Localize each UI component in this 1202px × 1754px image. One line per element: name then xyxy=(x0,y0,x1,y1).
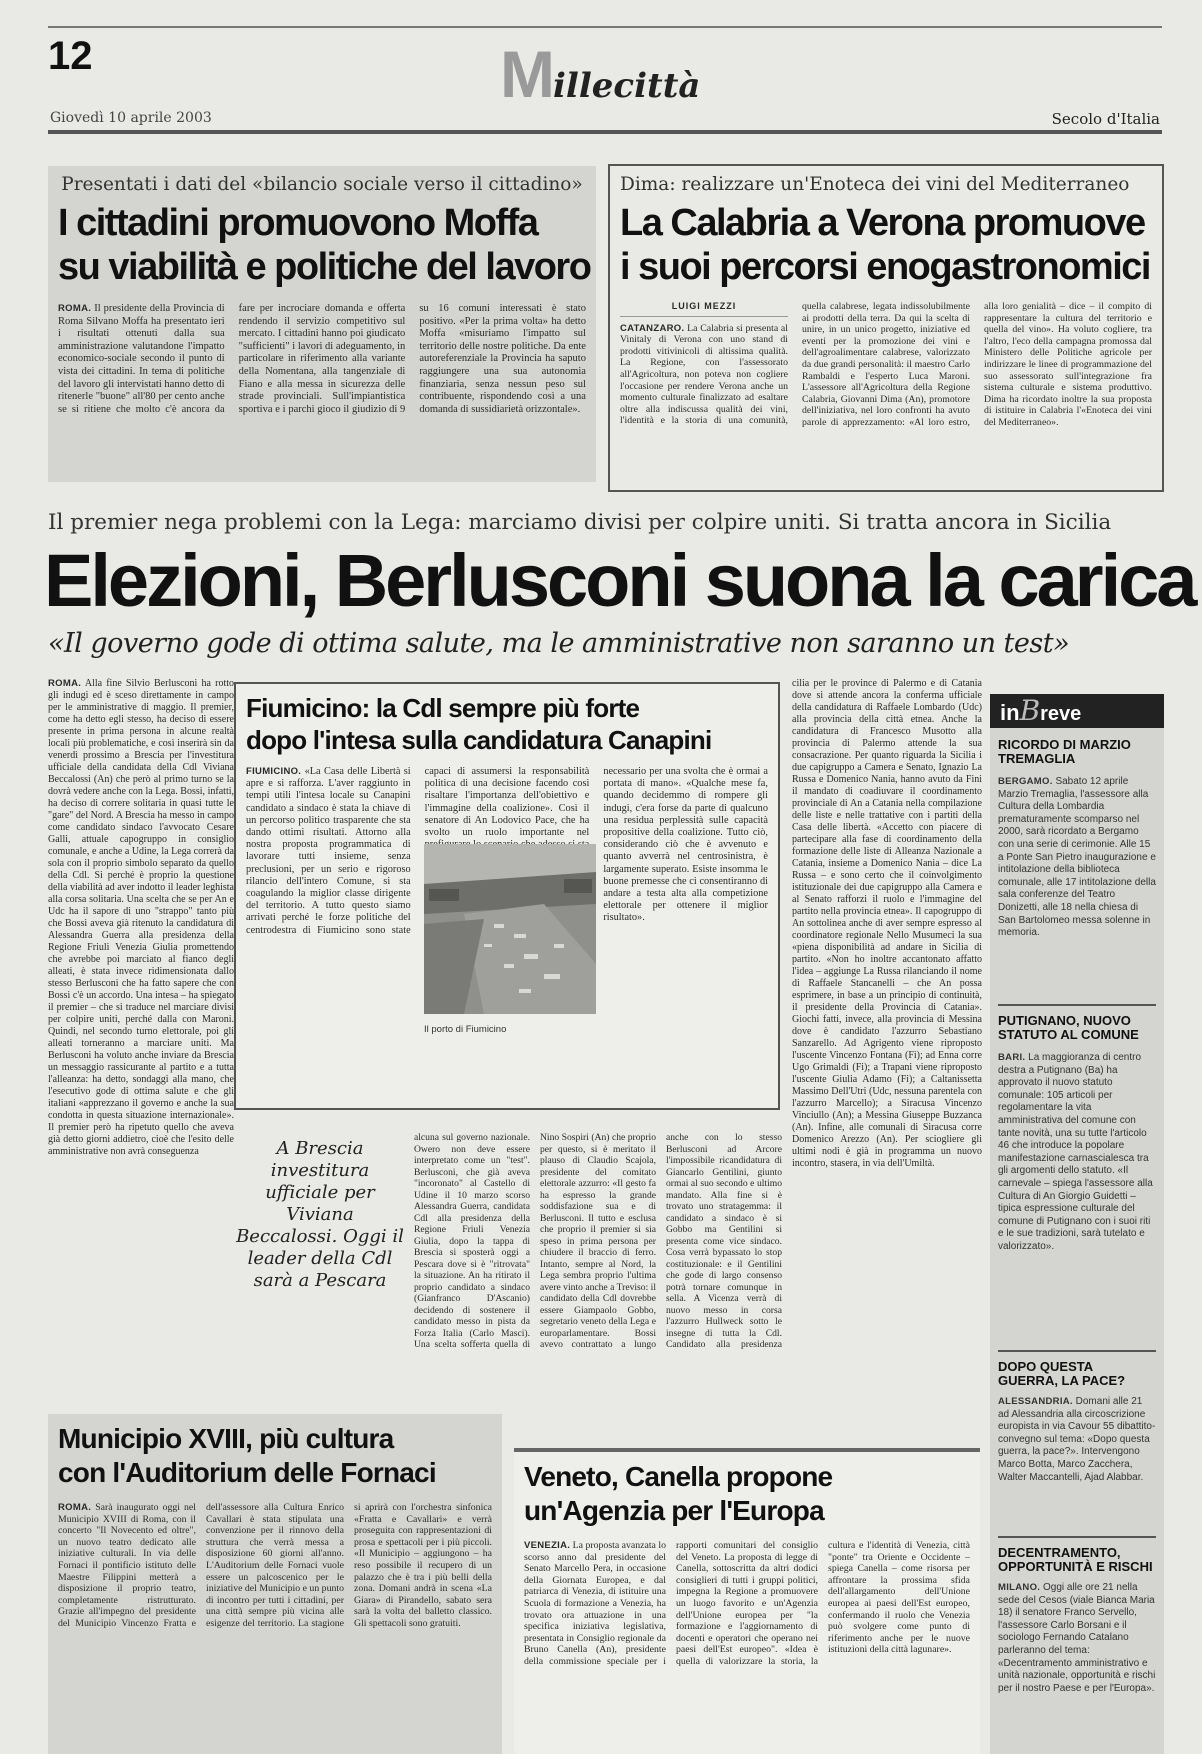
story-calabria-byline: LUIGI MEZZI xyxy=(620,301,788,317)
breve-item-title: PUTIGNANO, NUOVO STATUTO AL COMUNE xyxy=(998,1013,1139,1042)
story-moffa xyxy=(48,166,596,482)
box-fiumicino-headline-1: Fiumicino: la Cdl sempre più forte xyxy=(246,693,640,723)
story-moffa-headline-2: su viabilità e politiche del lavoro xyxy=(58,246,591,288)
in-breve-logo-b: B xyxy=(1019,694,1041,727)
top-rule xyxy=(48,26,1162,28)
breve-item-body: Sabato 12 aprile Marzio Tremaglia, l'assessore alla Cultura della Lombardia prematuramente scomparso nel 2000, sarà ricordato a Bergamo con una serie di cerimonie. Alle 15 a Ponte San Pietro inaugurazione e intitolazione della biblioteca comunale, alle 17 intitolazione della sala conferenze del Teatro Donizetti, alle 18 nella chiesa di San Bartolomeo messa solenne in memoria. xyxy=(998,776,1156,939)
main-story-subheadline: «Il governo gode di ottima salute, ma le amministrative non saranno un test» xyxy=(48,628,1070,659)
box-fiumicino xyxy=(234,682,780,1110)
main-story-col1 xyxy=(48,678,234,1346)
main-story-col4-text: cilia per le province di Palermo e di Catania dove si attende ancora la conferma ufficiale della candidatura di Raffaele Lombardo (Udc) alla provincia della città etnea. Anche la candidatura di Francesco Musotto alla provincia di Palermo attende la sua consacrazione. Per quanto riguarda la Sicilia i due capigruppo a Camera e Senato, Ignazio La Russa e Domenico Nania, hanno avuto da Fini il mandato di coadiuvare il coordinamento provinciale di An a Catania nella compilazione delle liste e nelle trattative con i partiti della Casa delle libertà. «Accetto con piacere di partecipare alla fase di coordinamento della formazione delle liste di Alleanza Nazionale a Catania, insieme a Domenico Nania – dice La Russa – e sono certo che il coinvolgimento istituzionale dei due capigruppo alla Camera e al Senato rafforzi il ruolo e l'immagine del partito nella provincia etnea». Il capogruppo di An sottolinea anche di aver sempre espresso al coordinatore regionale Nello Musumeci la sua «piena disponibilità ad andare in Sicilia di partito. «Non ho inoltre accantonato affatto l'idea – aggiunge La Russa rilanciando il nome di Raffaele Stancanelli – che An possa esprimere, in base a un principio di continuità, il presidente della Provincia di Catania». Giochi fatti, invece, alla provincia di Messina dove è candidato l'azzurro Sebastiano Sanzarello. Ad Agrigento viene riproposto l'uscente Vincenzo Fontana (Fi); ad Enna corre Ugo Grimaldi (Fi); a Trapani viene riproposto l'uscente Giulia Adamo (Fi); a Caltanissetta Massimo Dell'Utri (Udc, nessuna parentela con l'azzurro Marcello); a Siracusa Vincenzo Vinciullo (An); a Messina Giuseppe Buzzanca (An). Infine, alle comunali di Siracusa corre Domenico Arezzo (An). Per sciogliere gli ultimi nodi è già in programma un nuovo incontro, stasera, in via dell'Umiltà. xyxy=(792,678,982,1169)
breve-item-dateline: BARI. xyxy=(998,1052,1026,1063)
story-calabria-headline-1: La Calabria a Verona promuove xyxy=(620,202,1145,244)
story-veneto-headline-1: Veneto, Canella propone xyxy=(524,1461,833,1492)
story-calabria-headline-2: i suoi percorsi enogastronomici xyxy=(620,246,1150,288)
story-municipio-body xyxy=(58,1502,492,1738)
story-calabria-dateline: CATANZARO. xyxy=(620,322,685,334)
breve-item-title: DECENTRAMENTO, OPPORTUNITÀ E RISCHI xyxy=(998,1545,1153,1574)
main-story-lower xyxy=(414,1132,782,1352)
story-veneto-dateline: VENEZIA. xyxy=(524,1540,571,1551)
story-veneto xyxy=(514,1448,980,1754)
in-breve-logo-reve: reve xyxy=(1040,703,1082,725)
story-municipio-headline-1: Municipio XVIII, più cultura xyxy=(58,1423,394,1454)
breve-item-dateline: ALESSANDRIA. xyxy=(998,1396,1073,1407)
main-story-lower-text: alcuna sul governo nazionale. Owero non deve essere interpretato come un "test". Berlusconi, che già aveva "incoronato" al Castello di Udine il 10 marzo scorso Alessandra Guerra, candidata Cdl alla presidenza della Regione Friuli Venezia Giulia, dopo la tappa di Brescia si sposterà oggi a Pescara dove si è "ritrovata" la situazione. An ha ritirato il proprio candidato a sindaco (Gianfranco D'Ascanio) decidendo di sostenere il candidato messo in pista da Forza Italia (Carlo Masci). Una scelta sofferta quella di Nino Sospiri (An) che proprio per questo, si è meritato il plauso di Claudio Scajola, presidente del comitato elettorale azzurro: «Il gesto fa ha espresso la grande soddisfazione sua e di Berlusconi. Il tutto e esclusa che proprio il premier si sia speso in prima persona per chiudere il braccio di ferro. Intanto, sempre al Nord, la Lega sembra proprio l'ultima avere vinto anche a Treviso: il candidato della Cdl dovrebbe essere Giampaolo Gobbo, segretario veneto della Lega e europarlamentare. Bossi avevo contrattato a lungo anche con lo stesso Berlusconi ad Arcore l'impossibile ricandidatura di Giancarlo Gentilini, giunto ormai al suo secondo e ultimo mandato. Alla fine si è trovato uno stratagemma: il candidato a sindaco è si Gobbo ma Gentilini si presenta come vice sindaco. Cosa verrà bypassato lo stop costituzionale: e il Gentilini che gode di largo consenso potrà tornare comunque in sella. A Vicenza verrà di nuovo messo in corsa l'azzurro Hullweck sotto le insegne di tutta la Cdl. Candidato alla presidenza xyxy=(414,1132,782,1350)
newspaper-name: Secolo d'Italia xyxy=(1051,110,1160,128)
story-moffa-body xyxy=(58,303,586,471)
page-number: 12 xyxy=(48,34,93,78)
breve-item-text xyxy=(998,1052,1156,1344)
story-municipio xyxy=(48,1414,502,1754)
in-breve-logo-in: in xyxy=(1000,700,1020,725)
breve-item-dateline: MILANO. xyxy=(998,1582,1041,1593)
story-moffa-kicker: Presentati i dati del «bilancio sociale verso il cittadino» xyxy=(61,174,583,195)
box-fiumicino-dateline: FIUMICINO. xyxy=(246,766,302,777)
pullquote: A Brescia investitura ufficiale per Viviana Beccalossi. Oggi il leader della Cdl sarà a Pescara xyxy=(236,1138,404,1291)
main-story-col4 xyxy=(792,678,982,1338)
box-fiumicino-text: «La Casa delle Libertà si apre e si rafforza. L'aver raggiunto in tempi utili l'intesa locale su Canapini candidato a sindaco è stata la chiave di un percorso politico trasparente che sta dando ottimi risultati. Attorno alla nostra proposta programmatica di lavorare tutti insieme, senza preclusioni, per un serio e rigoroso rilancio dell'intero Comune, si sta coagulando la miglior classe dirigente del territorio. A tutto questo siamo arrivati perché le forze politiche del centrodestra di Fiumicino sono state capaci di assumersi la responsabilità politica di una decisione facendo così risaltare l'importanza dell'obiettivo e l'immagine della coalizione». Così il senatore di An Lodovico Pace, che ha svolto un ruolo importante nel necessario per una svolta che è ormai a portata di mano». «Qualche mese fa, quando decidemmo di rompere gli indugi, c'era forse da parte di qualcuno una residua perplessità sulle capacità propositive della coalizione. Tutto ciò, considerando ciò che è avvenuto e quanto avverrà nel centrosinistra, è largamente superato. Esiste insomma le buone premesse che ci consentiranno di andare a testa alta alla competizione elettorale per ottenere il miglior risultato». xyxy=(246,766,768,936)
fiumicino-photo xyxy=(424,844,596,1034)
breve-divider xyxy=(998,1004,1156,1006)
breve-item-body: Oggi alle ore 21 nella sede del Cesos (viale Bianca Maria 18) il senatore Franco Servello, l'assessore Carlo Borsani e il sociologo Fernando Catalano parleranno del tema: «Decentramento amministrativo e unità nazionale, opportunità e rischi per il nostro Paese e per l'Europa». xyxy=(998,1582,1156,1694)
main-story-headline: Elezioni, Berlusconi suona la carica xyxy=(44,539,1195,622)
story-veneto-text: La proposta avanzata lo scorso anno dal presidente del Senato Marcello Pera, in occasione della Giornata Europea, e dal patriarca di Venezia, di istituire una Scuola di formazione a Venezia, ha trovato ora attuazione in una specifica iniziativa legislativa, presentata in Consiglio regionale da Bruno Canella (An), presidente della commissione speciale per i rapporti comunitari del consiglio del Veneto. La proposta di legge di Canella, sottoscritta da altri dodici consiglieri di tutti i gruppi politici, impegna la Regione a promuovere un luogo favorito e un'Agenzia dell'Unione europea per "la formazione e l'aggiornamento di docenti e operatori che operano nei paesi dell'Est europeo". «Idea è quella di valorizzare la storia, la cultura e l'identità di Venezia, città "ponte" tra Oriente e Occidente – spiega Canella – come risorsa per affrontare la prossima sfida dell'allargamento dell'Unione europea ai paesi dell'Est europeo, confermando il ruolo che Venezia può svolgere come punto di riferimento anche per le nuove istituzioni della città lagunare». xyxy=(524,1540,970,1667)
masthead xyxy=(0,0,1202,140)
story-moffa-text: Il presidente della Provincia di Roma Silvano Moffa ha presentato ieri i risultati ottenuti dalla sua amministrazione valutandone l'impatto economico-sociale secondo il punto di vista dei cittadini. In tema di politiche del lavoro gli intervistati hanno detto di ritenerle "buone" all'80 per cento anche se si ritiene che molto c'è ancora da fare per incrociare domanda e offerta rendendo il servizio competitivo sul mercato. I cittadini hanno poi giudicato "sufficienti" i lavori di adeguamento, in particolare in riferimento alla variante della Nomentana, alla tangenziale di Fiano e alla messa in sicurezza delle strade provinciali. Sull'impiantistica sportiva e i parchi gioco il giudizio di 9 su 16 comuni interessati è stato positivo. «Per la prima volta» ha detto Moffa «misuriamo l'impatto sul territorio delle nostre politiche. Da ente autoreferenziale la Provincia ha saputo raggiungere una sua autonomia finanziaria, senza nessun peso sul contribuente, rispondendo così a una domanda di sussidiarietà orizzontale». xyxy=(58,303,586,415)
in-breve-logo xyxy=(990,694,1164,728)
breve-item-text xyxy=(998,1582,1156,1732)
fiumicino-photo-caption: Il porto di Fiumicino xyxy=(424,1024,507,1035)
breve-divider xyxy=(998,1350,1156,1352)
issue-date: Giovedì 10 aprile 2003 xyxy=(50,110,212,126)
breve-item xyxy=(998,1546,1156,1732)
section-logo xyxy=(500,36,701,111)
harbor-photo-icon xyxy=(424,844,596,1014)
story-calabria-text: La Calabria si presenta al Vinitaly di Verona con uno stand di prodotti vitivinicoli di altissima qualità. La Regione, con l'assessorato all'Agricoltura, non poteva non cogliere l'occasione per rendere Verona anche un momento culturale finalizzato ad esaltare oltre alla indiscussa qualità dei vini, l'identità e la storia di una comunità, quella calabrese, legata indissolubilmente ai prodotti della terra. Da qui la scelta di unire, in un unico progetto, iniziative ed eventi per la promozione dei vini e dell'agroalimentare calabrese, valorizzato da due grandi personalità: il maestro Carlo Rambaldi e l'esperto Luca Maroni. L'assessore all'Agricoltura della Regione Calabria, Giovanni Dima (An), promotore dell'iniziativa, nel loro confronti ha avuto parole di apprezzamento: «Al loro estro, alla loro genialità – dice – il compito di rappresentare la cultura del territorio e quella del vino». Ha voluto cogliere, tra l'altro, l'eco della campagna promossa dal Ministero delle Politiche agricole per indirizzare le linee di programmazione del suo assessorato sull'integrazione fra sistema culturale e sistema produttivo. Dima ha ricordato inoltre la sua proposta di istituire in Calabria l'«Enoteca dei vini del Mediterraneo». xyxy=(620,301,1152,428)
breve-item xyxy=(998,1014,1156,1344)
section-logo-rest: illecittà xyxy=(552,66,701,106)
story-veneto-body xyxy=(524,1540,970,1748)
section-logo-initial: M xyxy=(500,37,553,111)
breve-item-body: Domani alle 21 ad Alessandria alla circoscrizione europista in via Cavour 55 dibattito-convegno sul tema: «Dopo questa guerra, la pace?». Intervengono Marco Botta, Marco Zacchera, Walter Maccantelli, Ajad Alabbar. xyxy=(998,1396,1156,1483)
breve-item-title: DOPO QUESTA GUERRA, LA PACE? xyxy=(998,1359,1126,1388)
story-municipio-text: Sarà inaugurato oggi nel Municipio XVIII di Roma, con il concerto "Il Novecento ed oltre", un nuovo teatro dedicato alle iniziative culturali. In via delle Fornaci il pontificio istituto delle Maestre Filippini metterà a disposizione il proprio teatro, completamente ristrutturato. Grazie all'impegno del presidente del Municipio Vincenzo Fratta e dell'assessore alla Cultura Enrico Cavallari è stata stipulata una convenzione per il rinnovo della struttura che verrà messa a disposizione 60 giorni all'anno. L'Auditorium delle Fornaci vuole essere un palcoscenico per le iniziative del Municipio e un punto di incontro per tutti i cittadini, per una città sempre più vicina alle esigenze del territorio. La stagione si aprirà con l'orchestra sinfonica «Fratta e Cavallari» e verrà proseguita con rappresentazioni di prosa e spettacoli per i più piccoli. «Il Municipio – aggiungono – ha reso possibile il recupero di un palazzo che è tra i più belli della zona. Domani andrà in scena «La Giara» di Pirandello, sabato sera sarà la volta del balletto classico. Gli spettacoli sono gratuiti. xyxy=(58,1502,492,1629)
story-calabria-body xyxy=(620,301,1152,469)
box-fiumicino-headline-2: dopo l'intesa sulla candidatura Canapini xyxy=(246,725,712,755)
breve-item-body: La maggioranza di centro destra a Putignano (Ba) ha approvato il nuovo statuto comunale: 105 articoli per regolamentare la vita amministrativa del comune con tante novità, una su tutte l'articolo 46 che introduce la popolare manifestazione carnascialesca tra gli argomenti dello statuto. «Il carnevale – spiega l'assessore alla Cultura di An Giorgio Guidetti – tipica espressione culturale del comune di Putignano con i suoi riti e le sue tradizioni, sarà tutelato e valorizzato». xyxy=(998,1052,1153,1252)
breve-item-title: RICORDO DI MARZIO TREMAGLIA xyxy=(998,737,1131,766)
in-breve-sidebar xyxy=(990,694,1164,1754)
story-calabria-kicker: Dima: realizzare un'Enoteca dei vini del Mediterraneo xyxy=(620,174,1130,195)
story-calabria xyxy=(608,164,1164,492)
story-moffa-headline-1: I cittadini promuovono Moffa xyxy=(58,202,538,244)
main-story-kicker: Il premier nega problemi con la Lega: marciamo divisi per colpire uniti. Si tratta ancora in Sicilia xyxy=(48,510,1112,535)
breve-item xyxy=(998,738,1156,998)
breve-item-text xyxy=(998,1396,1156,1530)
masthead-rule xyxy=(48,130,1162,134)
story-municipio-headline-2: con l'Auditorium delle Fornaci xyxy=(58,1457,436,1488)
story-veneto-headline-2: un'Agenzia per l'Europa xyxy=(524,1495,824,1526)
breve-item-text xyxy=(998,776,1156,998)
main-story-col1-text: Alla fine Silvio Berlusconi ha rotto gli indugi ed è sceso direttamente in campo per le amministrative di maggio. Il premier, come ha detto egli stesso, ha deciso di essere presente in prima persona in alcune realtà locali più problematiche, e così inserirà sin da venerdì prossimo a Brescia per l'investitura ufficiale della candidata della Cdl Viviana Beccalossi (An) che però al primo turno se la dovrà vedere anche con la Lega. Bossi, infatti, ha deciso di correre solitaria in quasi tutte le "gare" del Nord. A Brescia ha messo in campo come candidato sindaco l'avvocato Cesare Galli, attuale capogruppo in consiglio comunale, e anche a Udine, la Lega correrà da sola con il proprio simbolo separato da quello della Cdl. Si perché è proprio la questione della viabilità ad aver indotto il leader leghista alla corsa solitaria. Una scelta che se per An e Udc ha il sapore di uno "strappo" tanto più che Bossi aveva già ritenuto la candidatura di Alessandra Guerra alla presidenza della Regione Friuli Venezia Giulia promettendo che avrebbe poi marciato al fianco degli alleati, è stata invece ridimensionata dallo stesso Berlusconi che ha fatto sapere che con Bossi c'è un accordo. Una intesa – ha spiegato il premier – che si traduce nel marciare divisi per colpire uniti, perché dalla con Maroni. Quindi, nel secondo turno elettorale, poi gli alleati torneranno a marciare uniti. Ma Berlusconi ha voluto anche inviare da Brescia un messaggio rassicurante al partito e a tutta l'alleanza: ha detto, sondaggi alla mano, che l'esecutivo gode di ottima salute e che gli italiani «apprezzano il governo e anche la sua condotta in questa situazione internazionale». Il premier però ha ripetuto quello che aveva già detto giorni addietro, cioè che l'esito delle amministrative non avrà conseguenza xyxy=(48,678,234,1157)
breve-item xyxy=(998,1360,1156,1530)
breve-divider xyxy=(998,1536,1156,1538)
story-moffa-dateline: ROMA. xyxy=(58,303,92,314)
breve-item-dateline: BERGAMO. xyxy=(998,776,1053,787)
story-municipio-dateline: ROMA. xyxy=(58,1502,92,1513)
main-story-dateline: ROMA. xyxy=(48,678,82,689)
